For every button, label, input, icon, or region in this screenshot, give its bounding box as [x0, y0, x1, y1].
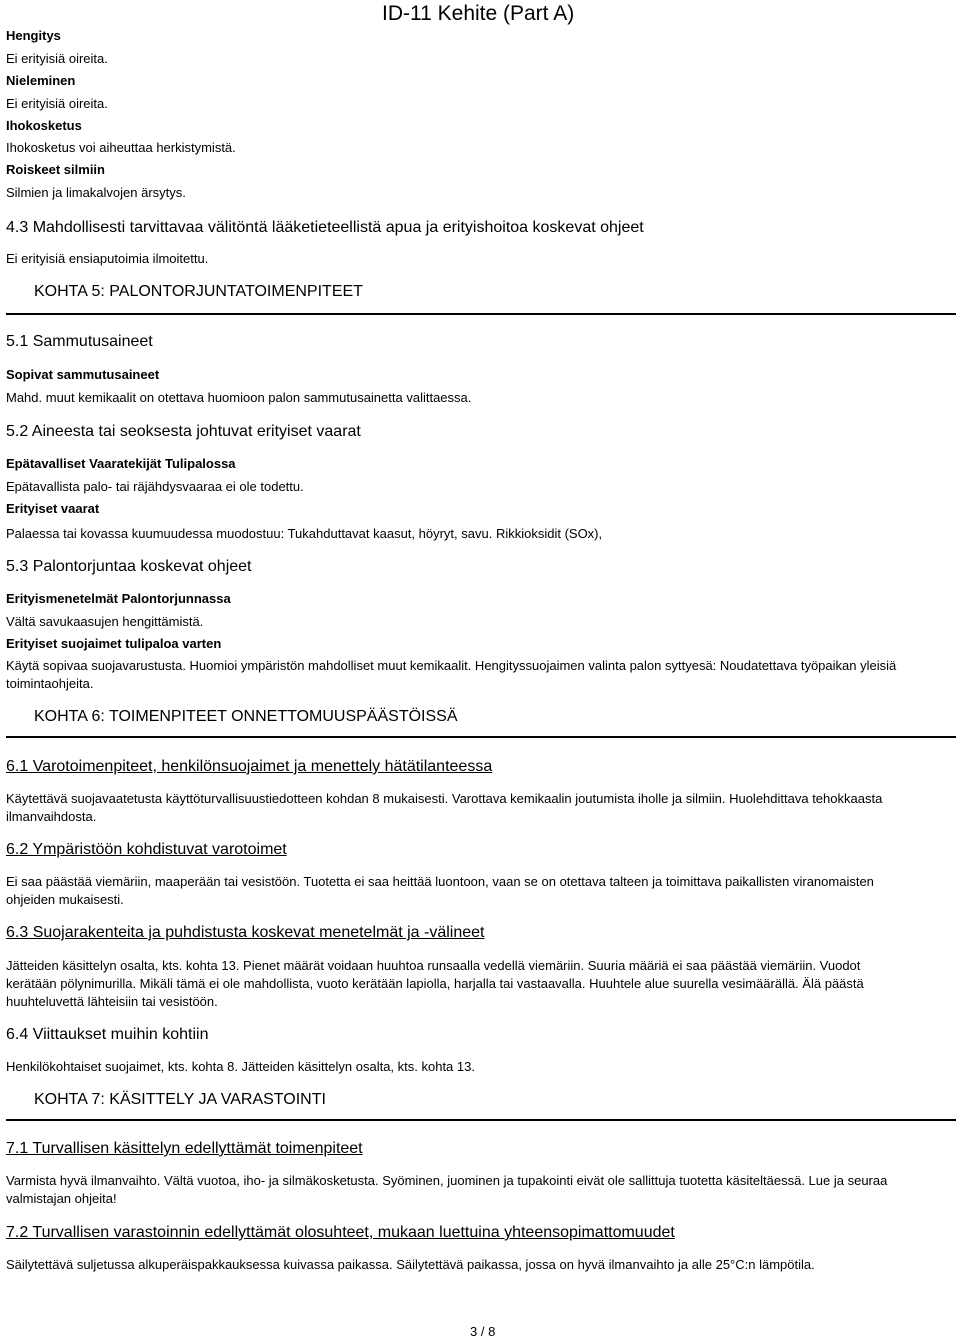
heading-6-4: 6.4 Viittaukset muihin kohtiin: [6, 1026, 209, 1043]
sopivat-label: Sopivat sammutusaineet: [6, 367, 160, 382]
menetelmat-label: Erityismenetelmät Palontorjunnassa: [6, 591, 231, 606]
text-7-1: Varmista hyvä ilmanvaihto. Vältä vuotoa, iho- ja silmäkosketusta. Syöminen, juominen ja tupakointi eivät ole sallittuja tuotetta käsiteltäessä. Lue ja seuraa valmistajan ohjeita!: [6, 1173, 888, 1206]
text-6-1: Käytettävä suojavaatetusta käyttöturvallisuustiedotteen kohdan 8 mukaisesti. Varottava kemikaalin joutumista iholle ja silmiin. Huolehdittava tehokkaasta ilmanvaihdosta.: [6, 791, 883, 824]
section-7-header: [6, 1091, 956, 1121]
section-6-header: [6, 708, 956, 738]
menetelmat-text: Vältä savukaasujen hengittämistä.: [6, 614, 204, 629]
ihokosketus-label: Ihokosketus: [6, 118, 82, 133]
text-6-3: Jätteiden käsittelyn osalta, kts. kohta 13. Pienet määrät voidaan huuhtoa runsaalla vedellä viemäriin. Suuria määriä ei saa päästää viemäriin. Vuodot kerätään pölynimurilla. Mikäli tämä ei ole mahdollista, vuoto kerätään lapiolla, harjalla tai vastaavalla. Huuhtele alue suurella vesimäärällä. Älä päästä huuhteluvettä lähteisiin tai vesistöön.: [6, 958, 864, 1009]
text-7-2: Säilytettävä suljetussa alkuperäispakkauksessa kuivassa paikassa. Säilytettävä paikassa, jossa on hyvä ilmanvaihto ja alle 25°C:n lämpötila.: [6, 1257, 815, 1272]
epatavalliset-label: Epätavalliset Vaaratekijät Tulipalossa: [6, 456, 236, 471]
page-number: 3 / 8: [470, 1324, 496, 1339]
text-6-4: Henkilökohtaiset suojaimet, kts. kohta 8. Jätteiden käsittelyn osalta, kts. kohta 13.: [6, 1059, 475, 1074]
suojaimet-text: Käytä sopivaa suojavarustusta. Huomioi ympäristön mahdolliset muut kemikaalit. Hengityssuojaimen valinta palon syttyesä: Noudatettava työpaikan yleisiä toimintaohjeita.: [6, 658, 897, 691]
heading-6-1: 6.1 Varotoimenpiteet, henkilönsuojaimet ja menettely hätätilanteessa: [6, 758, 493, 775]
section-5-header: [6, 283, 956, 315]
heading-5-2: 5.2 Aineesta tai seoksesta johtuvat erityiset vaarat: [6, 423, 361, 440]
erityiset-vaarat-text: Palaessa tai kovassa kuumuudessa muodostuu: Tukahduttavat kaasut, höyryt, savu. Rikkioksidit (SOx),: [6, 526, 603, 541]
section-6-title: KOHTA 6: TOIMENPITEET ONNETTOMUUSPÄÄSTÖISSÄ: [34, 708, 458, 725]
heading-5-1: 5.1 Sammutusaineet: [6, 333, 153, 350]
nieleminen-text: Ei erityisiä oireita.: [6, 96, 108, 111]
heading-7-2: 7.2 Turvallisen varastoinnin edellyttämät olosuhteet, mukaan luettuina yhteensopimattomuudet: [6, 1224, 675, 1241]
heading-4-3: 4.3 Mahdollisesti tarvittavaa välitöntä lääketieteellistä apua ja erityishoitoa koskevat ohjeet: [6, 219, 644, 236]
epatavalliset-text: Epätavallista palo- tai räjähdysvaaraa ei ole todettu.: [6, 479, 304, 494]
heading-6-3: 6.3 Suojarakenteita ja puhdistusta koskevat menetelmät ja -välineet: [6, 924, 485, 941]
heading-6-2: 6.2 Ympäristöön kohdistuvat varotoimet: [6, 841, 287, 858]
silmat-text: Silmien ja limakalvojen ärsytys.: [6, 185, 186, 200]
hengitys-text: Ei erityisiä oireita.: [6, 51, 108, 66]
suojaimet-label: Erityiset suojaimet tulipaloa varten: [6, 636, 222, 651]
heading-7-1: 7.1 Turvallisen käsittelyn edellyttämät toimenpiteet: [6, 1140, 363, 1157]
section-7-title: KOHTA 7: KÄSITTELY JA VARASTOINTI: [34, 1091, 326, 1108]
text-6-2: Ei saa päästää viemäriin, maaperään tai vesistöön. Tuotetta ei saa heittää luontoon, vaan se on otettava talteen ja toimittava paikallisten viranomaisten ohjeiden mukaisesti.: [6, 874, 874, 907]
document-title: ID-11 Kehite (Part A): [382, 2, 575, 25]
nieleminen-label: Nieleminen: [6, 73, 76, 88]
silmat-label: Roiskeet silmiin: [6, 162, 105, 177]
ihokosketus-text: Ihokosketus voi aiheuttaa herkistymistä.: [6, 140, 236, 155]
text-4-3: Ei erityisiä ensiaputoimia ilmoitettu.: [6, 251, 209, 266]
section-5-title: KOHTA 5: PALONTORJUNTATOIMENPITEET: [34, 283, 363, 300]
erityiset-vaarat-label: Erityiset vaarat: [6, 501, 100, 516]
sopivat-text: Mahd. muut kemikaalit on otettava huomioon palon sammutusainetta valittaessa.: [6, 390, 472, 405]
heading-5-3: 5.3 Palontorjuntaa koskevat ohjeet: [6, 558, 252, 575]
hengitys-label: Hengitys: [6, 28, 61, 43]
